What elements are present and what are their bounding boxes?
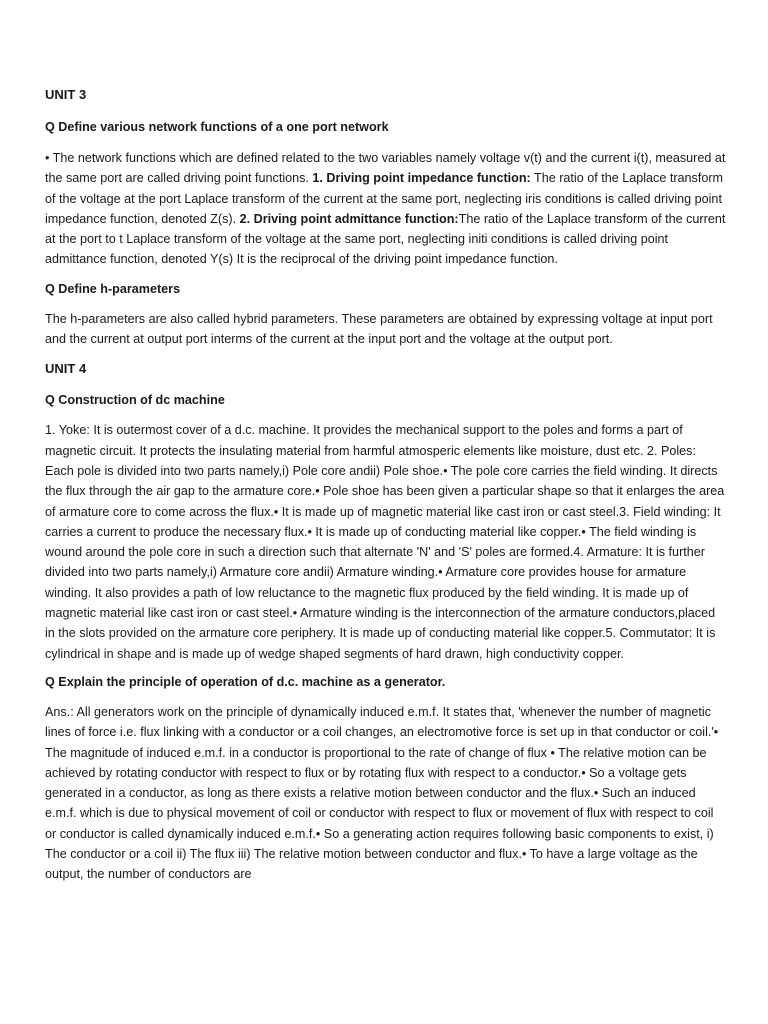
answer-text-part: • The network functions which are defined related to the two variables namely voltage v(t) and the current i(t), measured at the same port are called driving point functions.: [45, 151, 726, 186]
question-dc-machine-construction: Q Construction of dc machine: [45, 393, 225, 408]
unit-3-heading: UNIT 3: [45, 87, 87, 102]
term-driving-point-impedance: 1. Driving point impedance function:: [312, 171, 531, 186]
question-h-parameters: Q Define h-parameters: [45, 281, 181, 296]
answer-network-functions: [45, 148, 726, 270]
question-network-functions: Q Define various network functions of a one port network: [45, 120, 389, 134]
answer-h-parameters: The h-parameters are also called hybrid parameters. These parameters are obtained by expressing voltage at input port and the current at output port interms of the current at the input port and the voltage at the output port.: [45, 311, 713, 347]
term-driving-point-admittance: 2. Driving point admittance function:: [239, 211, 459, 226]
answer-dc-generator-principle: Ans.: All generators work on the principle of dynamically induced e.m.f. It states that, 'whenever the number of magnetic lines of force i.e. flux linking with a conductor or a coil changes, an electromotive force is set up in that conductor or coil.'• The magnitude of induced e.m.f. in a conductor is proportional to the rate of change of flux • The relative motion can be achieved by rotating conductor with respect to flux or by rotating flux with respect to a conductor.• So a voltage gets generated in a conductor, as long as there exists a relative motion between conductor and the flux.• Such an induced e.m.f. which is due to physical movement of coil or conductor with respect to flux or movement of flux with respect to coil or conductor is called dynamically induced e.m.f.• So a generating action requires following basic components to exist, i) The conductor or a coil ii) The flux iii) The relative motion between conductor and flux.• To have a large voltage as the output, the number of conductors are: [45, 704, 719, 882]
answer-dc-machine-construction: 1. Yoke: It is outermost cover of a d.c. machine. It provides the mechanical support to the poles and forms a part of magnetic circuit. It protects the insulating material from harmful atmosperic elements like moisture, dust etc. 2. Poles: Each pole is divided into two parts namely,i) Pole core andii) Pole shoe.• The pole core carries the field winding. It directs the flux through the air gap to the armature core.• Pole shoe has been given a particular shape so that it enlarges the area of armature core to come across the flux.• It is made up of magnetic material like cast iron or cast steel.3. Field winding: It carries a current to produce the necessary flux.• It is made up of conducting material like copper.• The field winding is wound around the pole core in such a direction such that alternate 'N' and 'S' poles are formed.4. Armature: It is further divided into two parts namely,i) Armature core andii) Armature winding.• Armature core provides house for armature winding. It also provides a path of low reluctance to the magnetic flux produced by the field winding. It is made up of magnetic material like cast iron or cast steel.• Armature winding is the interconnection of the armature conductors,placed in the slots provided on the armature core periphery. It is made up of conducting material like copper.5. Commutator: It is cylindrical in shape and is made up of wedge shaped segments of hard drawn, high conductivity copper.: [45, 423, 725, 661]
answer-text-part: The ratio of the Laplace transform of the current at the port to t Laplace transform of the voltage at the same port, neglecting initi conditions is called driving point admittance function, denoted Y(s) It is the reciprocal of the driving point impedance function.: [45, 211, 726, 267]
question-dc-generator-principle: Q Explain the principle of operation of d.c. machine as a generator.: [45, 674, 446, 689]
unit-4-heading: UNIT 4: [45, 361, 87, 377]
answer-text-part: The ratio of the Laplace transform of the voltage at the port Laplace transform of the current at the same port, neglecting iris conditions is called driving point impedance function, denoted Z(s).: [45, 171, 724, 226]
